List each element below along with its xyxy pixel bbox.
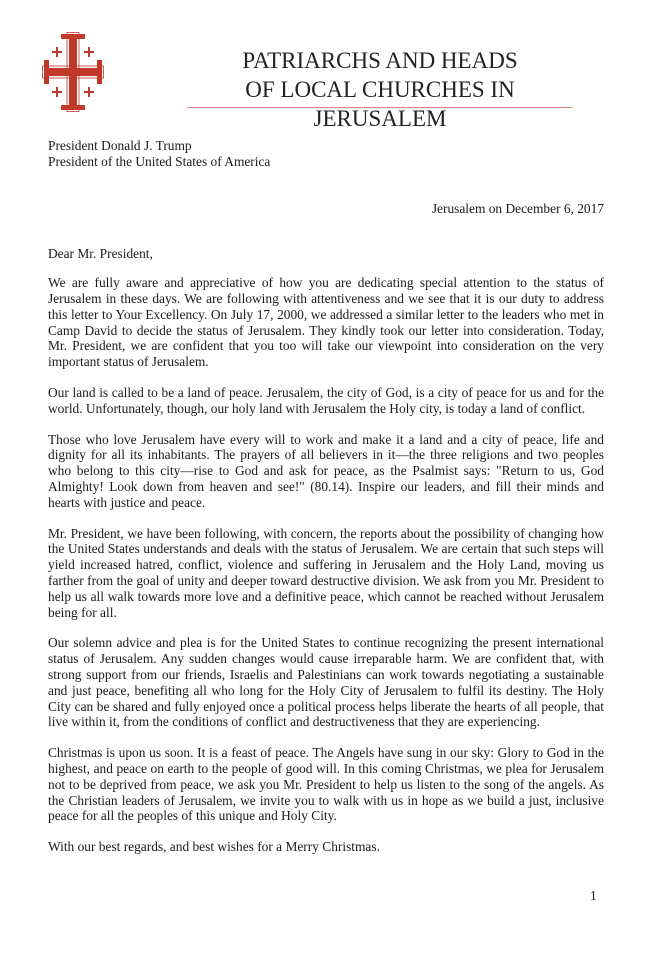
salutation: Dear Mr. President, [48, 246, 153, 262]
recipient-title: President of the United States of America [48, 153, 271, 169]
letterhead-title-line2: OF LOCAL CHURCHES IN JERUSALEM [245, 77, 515, 131]
paragraph: Mr. President, we have been following, with concern, the reports about the possibility of changing how the United States understands and deals with the status of Jerusalem. We are certain that such steps will yield increased hatred, conflict, violence and suffering in Jerusalem and the Holy Land, moving us farther from the goal of unity and deeper toward destructive division. We ask from you Mr. President to help us all walk towards more love and a definitive peace, which cannot be reached without Jerusalem being for all. [48, 525, 604, 620]
paragraph: Christmas is upon us soon. It is a feast of peace. The Angels have sung in our sky: Glory to God in the highest, and peace on earth to the people of good will. In this coming Christmas, we plea for Jerusalem not to be deprived from peace, we ask you Mr. President to help us listen to the song of the angels. As the Christian leaders of Jerusalem, we invite you to walk with us in hope as we build a just, inclusive peace for all the peoples of this unique and Holy City. [48, 745, 604, 824]
recipient-block [48, 138, 464, 170]
recipient-name: President Donald J. Trump [48, 138, 192, 153]
page-number: 1 [590, 888, 597, 903]
letterhead-title-line1: PATRIARCHS AND HEADS [242, 48, 518, 73]
paragraph: Our land is called to be a land of peace. Jerusalem, the city of God, is a city of peace for us and for the world. Unfortunately, though, our holy land with Jerusalem the Holy city, is today a land of conflict. [48, 384, 604, 416]
paragraph: Those who love Jerusalem have every will to work and make it a land and a city of peace, life and dignity for all its inhabitants. The prayers of all believers in it—the three religions and two peoples who belong to this city—rise to God and ask for peace, as the Psalmist says: "Return to us, God Almighty! Look down from heaven and see!" (80.14). Inspire our leaders, and fill their minds and hearts with justice and peace. [48, 431, 604, 510]
paragraph: We are fully aware and appreciative of how you are dedicating special attention to the status of Jerusalem in these days. We are following with attentiveness and we see that it is our duty to address this letter to Your Excellency. On July 17, 2000, we addressed a similar letter to the leaders who met in Camp David to decide the status of Jerusalem. They kindly took our letter into consideration. Today, Mr. President, we are confident that you too will take our viewpoint into consideration on the very important status of Jerusalem. [48, 275, 604, 370]
letterhead-divider [187, 107, 573, 108]
letterhead-title [180, 46, 580, 133]
closing-line: With our best regards, and best wishes for a Merry Christmas. [48, 839, 380, 855]
paragraph: Our solemn advice and plea is for the United States to continue recognizing the present international status of Jerusalem. Any sudden changes would cause irreparable harm. We are confident that, with strong support from our friends, Israelis and Palestinians can work towards negotiating a sustainable and just peace, benefiting all who long for the Holy City of Jerusalem to fulfil its destiny. The Holy City can be shared and fully enjoyed once a political process helps liberate the hearts of all people, that live within it, from the conditions of conflict and destructiveness that they are experiencing. [48, 635, 604, 730]
jerusalem-cross-icon [42, 32, 104, 112]
letter-body [48, 138, 604, 855]
letter-date: Jerusalem on December 6, 2017 [431, 200, 604, 216]
